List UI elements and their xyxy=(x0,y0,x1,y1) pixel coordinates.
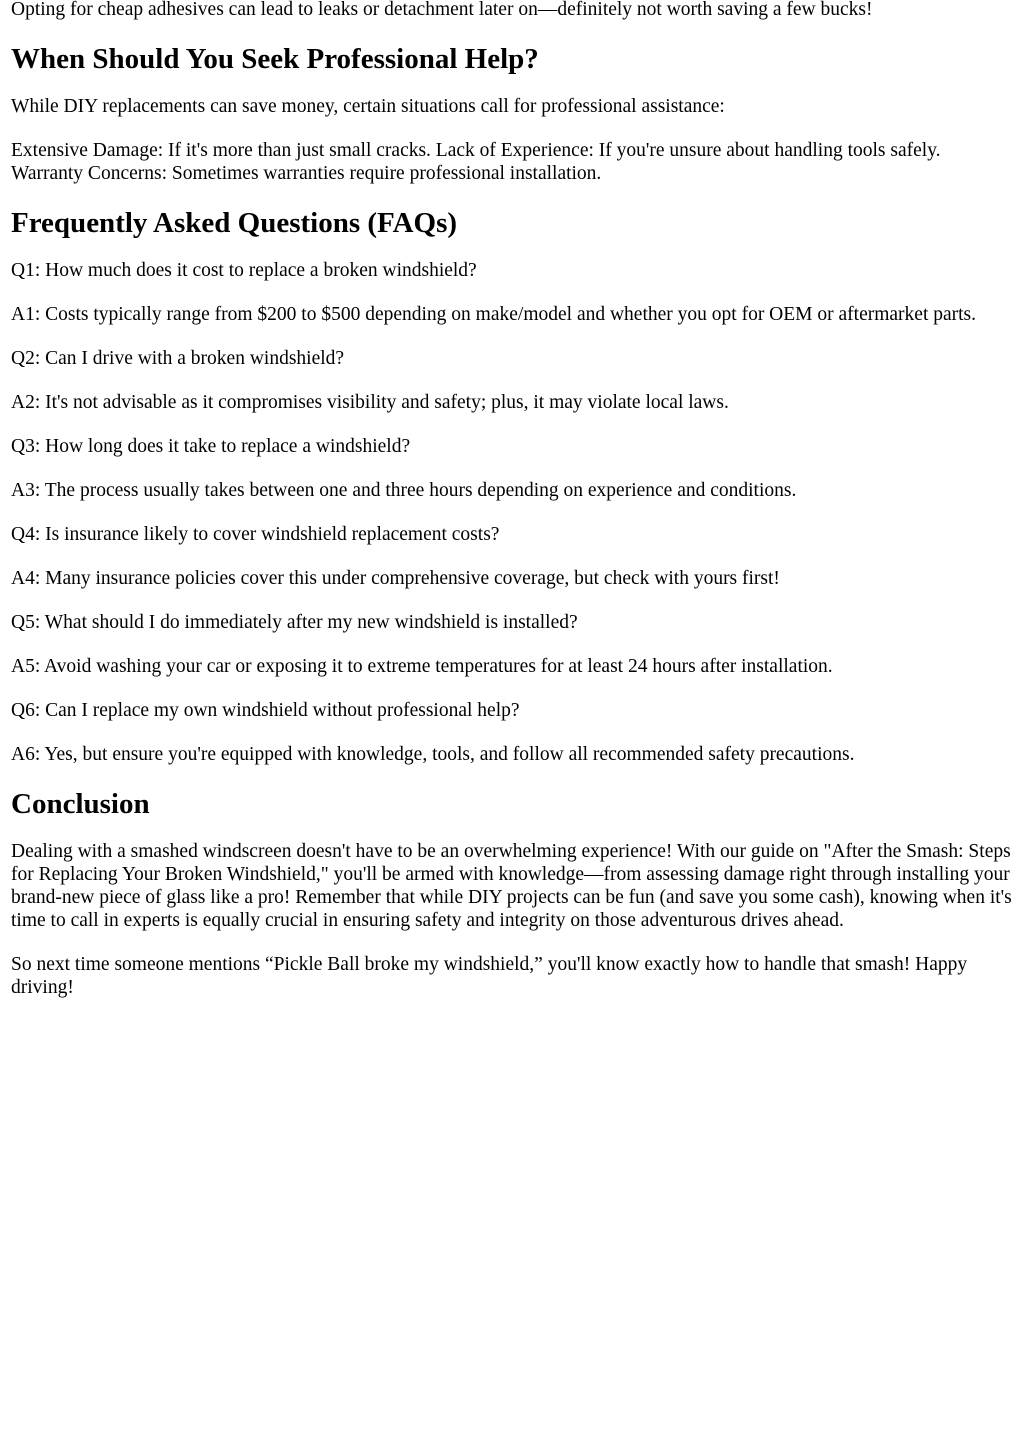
faqs-heading: Frequently Asked Questions (FAQs) xyxy=(11,207,458,239)
professional-help-intro: While DIY replacements can save money, certain situations call for professional assistance: xyxy=(11,96,725,117)
faq-question: Q5: What should I do immediately after my new windshield is installed? xyxy=(11,612,578,633)
conclusion-paragraph-2: So next time someone mentions “Pickle Ball broke my windshield,” you'll know exactly how to handle that smash! Happy driving! xyxy=(11,954,968,998)
faq-question: Q6: Can I replace my own windshield without professional help? xyxy=(11,700,520,721)
faq-answer: A2: It's not advisable as it compromises visibility and safety; plus, it may violate local laws. xyxy=(11,392,729,413)
faq-answer: A3: The process usually takes between one and three hours depending on experience and conditions. xyxy=(11,480,797,501)
faq-question: Q4: Is insurance likely to cover windshield replacement costs? xyxy=(11,524,500,545)
faq-answer: A1: Costs typically range from $200 to $500 depending on make/model and whether you opt for OEM or aftermarket parts. xyxy=(11,304,977,325)
professional-help-heading: When Should You Seek Professional Help? xyxy=(11,43,539,75)
conclusion-paragraph-1: Dealing with a smashed windscreen doesn't have to be an overwhelming experience! With our guide on "After the Smash: Steps for Replacing Your Broken Windshield," you'll be armed with knowledge—from assessing damage right through installing your brand-new piece of glass like a pro! Remember that while DIY projects can be fun (and save you some cash), knowing when it's time to call in experts is equally crucial in ensuring safety and integrity on those adventurous drives ahead. xyxy=(11,841,1012,931)
intro-paragraph: Opting for cheap adhesives can lead to leaks or detachment later on—definitely not worth saving a few bucks! xyxy=(11,0,873,20)
faq-answer: A6: Yes, but ensure you're equipped with knowledge, tools, and follow all recommended safety precautions. xyxy=(11,744,855,765)
faq-question: Q1: How much does it cost to replace a broken windshield? xyxy=(11,260,477,281)
faq-answer: A4: Many insurance policies cover this under comprehensive coverage, but check with yours first! xyxy=(11,568,780,589)
conclusion-heading: Conclusion xyxy=(11,788,150,820)
faq-question: Q3: How long does it take to replace a windshield? xyxy=(11,436,411,457)
faq-answer: A5: Avoid washing your car or exposing it to extreme temperatures for at least 24 hours after installation. xyxy=(11,656,833,677)
faq-question: Q2: Can I drive with a broken windshield? xyxy=(11,348,345,369)
professional-help-list: Extensive Damage: If it's more than just small cracks. Lack of Experience: If you're unsure about handling tools safely. Warranty Concerns: Sometimes warranties require professional installation. xyxy=(11,140,941,184)
